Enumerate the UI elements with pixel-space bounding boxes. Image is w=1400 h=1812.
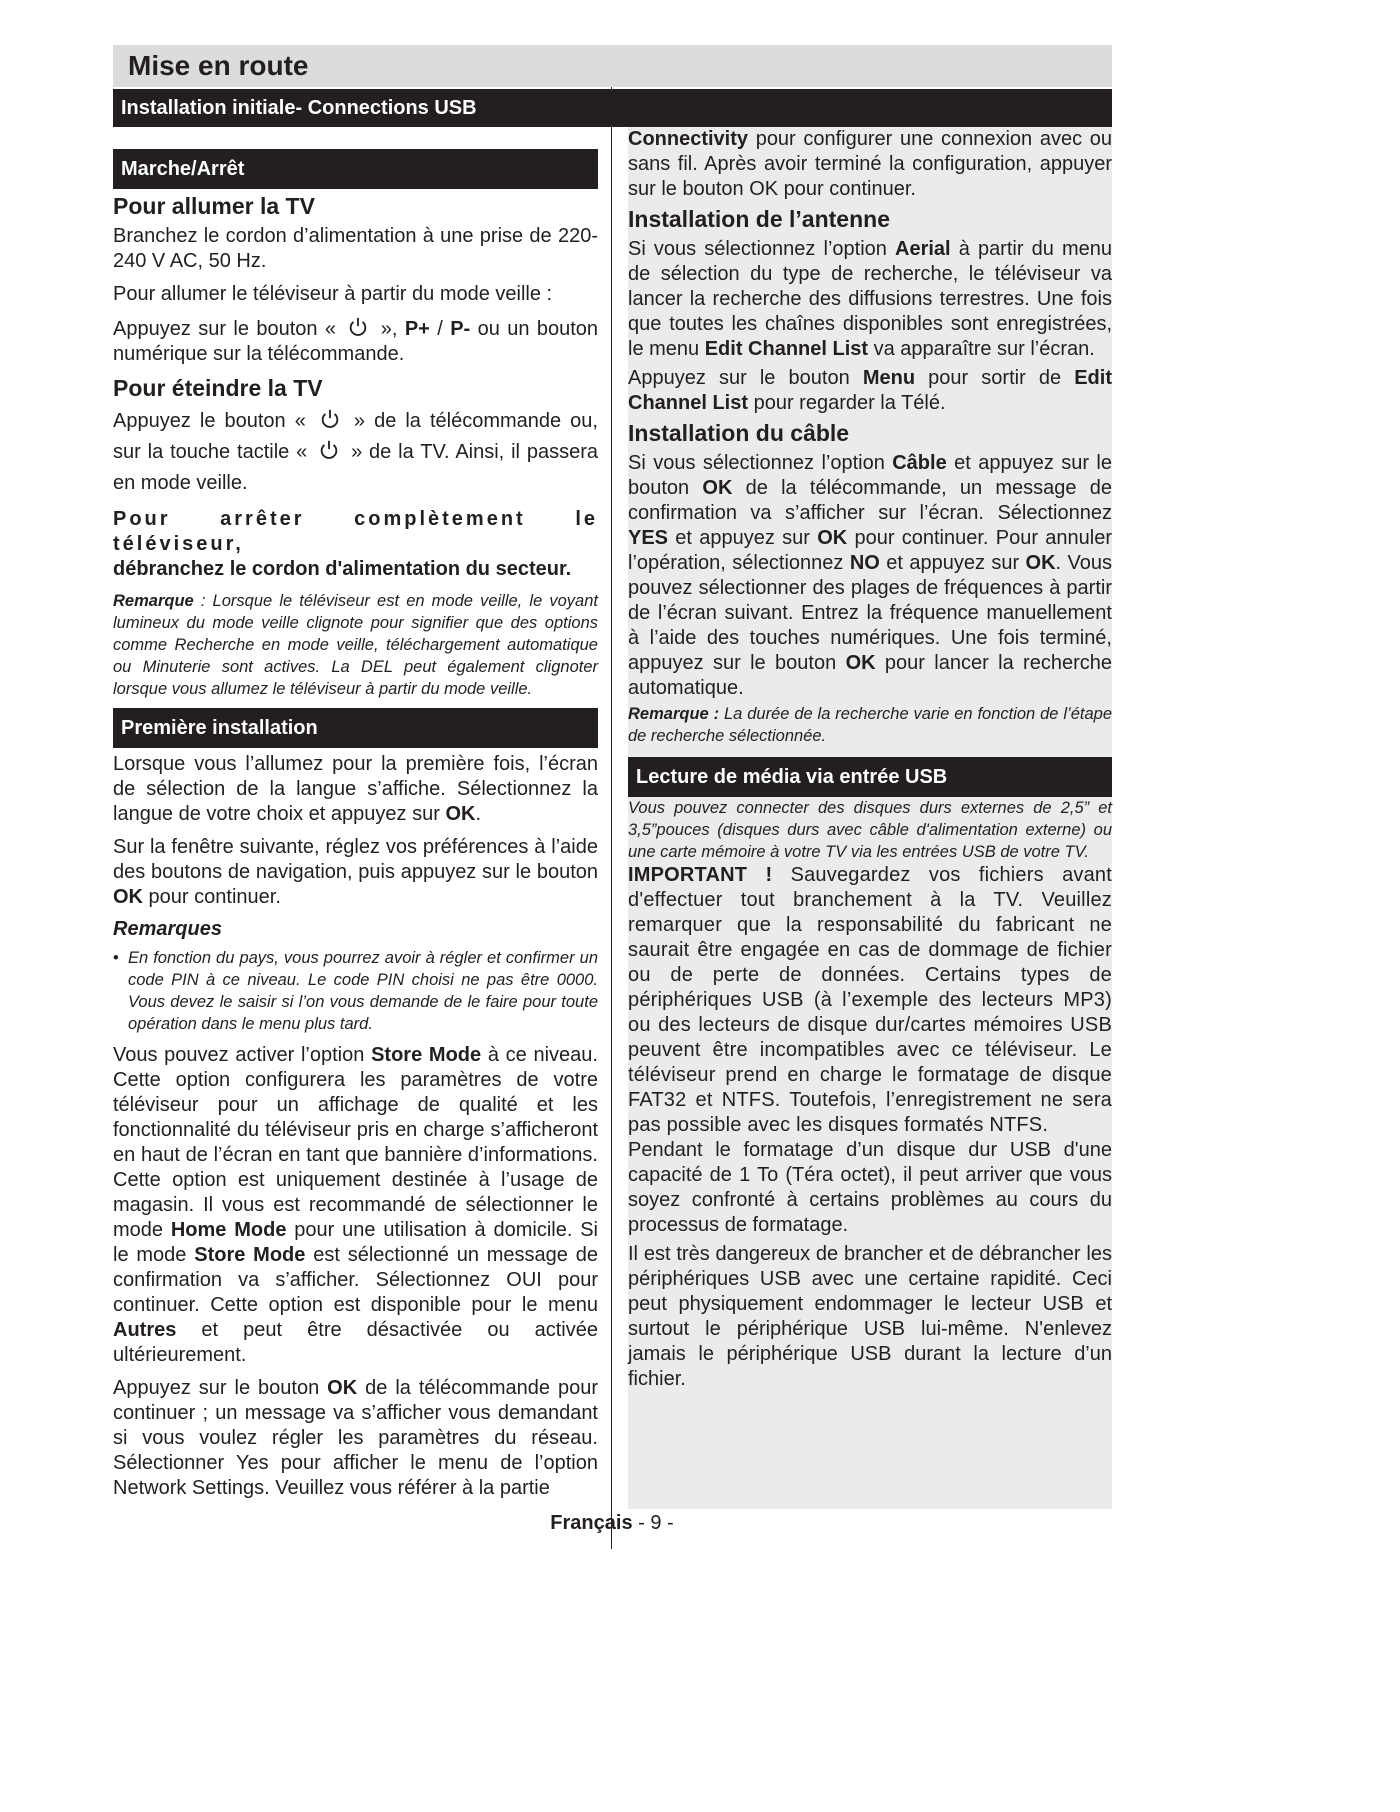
text: Si vous sélectionnez l’option <box>628 452 893 474</box>
store-mode-paragraph <box>113 1043 598 1368</box>
remarks-list <box>113 947 598 1035</box>
note-label: Remarque : <box>628 705 720 723</box>
usb-important <box>628 863 1112 1138</box>
text: pour regarder la Télé. <box>748 392 946 414</box>
edit-channel-list-label: Edit Channel List <box>704 338 869 360</box>
text: pour configurer une connexion avec ou sans fil. Après avoir terminé la configuration, appuyer sur le bouton OK pour continuer. <box>628 128 1112 200</box>
menu-label: Menu <box>862 367 916 389</box>
list-item: • En fonction du pays, vous pourrez avoir à régler et confirmer un code PIN à ce niveau. Le code PIN choisi ne pas être 0000. Vous devez le saisir si l’on vous demande de le faire pour toute opération dans le menu plus tard. <box>113 947 598 1035</box>
store-mode-label: Store Mode <box>194 1244 306 1266</box>
text: / <box>429 318 451 340</box>
turn-on-p2: Pour allumer le téléviseur à partir du mode veille : <box>113 283 553 305</box>
unplug-warning <box>113 507 598 582</box>
page-footer <box>0 1512 1224 1535</box>
text: et appuyez sur le bouton <box>628 452 1112 499</box>
connectivity-paragraph <box>628 127 1112 202</box>
important-label: IMPORTANT ! <box>628 864 773 886</box>
aerial-label: Aerial <box>895 238 951 260</box>
turn-on-p1: Branchez le cordon d’alimentation à une prise de 220-240 V AC, 50 Hz. <box>113 225 598 272</box>
text: de la télécommande pour continuer ; un message va s’afficher vous demandant si vous voulez régler les paramètres du réseau. Sélectionner Yes pour afficher le menu de l’option Network Settings. Veuillez vous référer à la partie <box>113 1377 598 1499</box>
first-install-p1 <box>113 752 598 827</box>
text: ou un bouton numérique sur la télécommande. <box>113 318 599 365</box>
right-column <box>628 127 1112 1509</box>
warning-line-1: Pour arrêter complètement le téléviseur, <box>113 508 598 555</box>
turn-on-p3 <box>113 315 598 367</box>
ok-label: OK <box>327 1377 358 1399</box>
first-install-title: Première installation <box>121 716 318 739</box>
text: . Vous pouvez sélectionner des plages de fréquences à partir de l’écran suivant. Entrez la fréquence manuellement à l’aide des touches numériques. Une fois terminé, appuyez sur le bouton <box>628 552 1112 674</box>
text: Vous pouvez activer l’option <box>113 1044 372 1066</box>
text: pour continuer. <box>143 886 281 908</box>
text: Si vous sélectionnez l’option <box>628 238 896 260</box>
text: à partir du menu de sélection du type de recherche, le téléviseur va lancer la recherche des diffusions terrestres. Une fois que toutes les chaînes disponibles sont enregistrées, le menu <box>628 238 1112 360</box>
note-text: La durée de la recherche varie en fonction de l’étape de recherche sélectionnée. <box>628 705 1112 745</box>
first-install-p2 <box>113 835 598 910</box>
manual-page <box>113 45 1112 1509</box>
home-mode-label: Home Mode <box>170 1219 287 1241</box>
text: pour sortir de <box>915 367 1075 389</box>
text: va apparaître sur l’écran. <box>868 338 1095 360</box>
text: » de la télécommande ou, sur la touche tactile « <box>113 410 598 463</box>
column-divider <box>611 87 612 1549</box>
two-column-body <box>113 127 1112 1509</box>
power-section-title: Marche/Arrêt <box>121 157 245 180</box>
remarks-heading: Remarques <box>113 918 222 940</box>
ok-label: OK <box>702 477 733 499</box>
text: Appuyez sur le bouton <box>113 1377 328 1399</box>
power-icon <box>318 438 340 462</box>
turn-off-heading: Pour éteindre la TV <box>113 375 323 401</box>
usb-p2: Pendant le formatage d’un disque dur USB d'une capacité de 1 To (Téra octet), il peut arriver que vous soyez confronté à certains problèmes au cours du processus de formatage. <box>628 1139 1112 1236</box>
power-icon <box>347 315 369 339</box>
text: » de la TV. Ainsi, il passera en mode veille. <box>113 441 599 494</box>
section-title-bar <box>113 89 1112 127</box>
ok-label: OK <box>845 652 876 674</box>
usb-p3: Il est très dangereux de brancher et de débrancher les périphériques USB avec une certaine rapidité. Ceci peut physiquement endommager le lecteur USB et surtout le périphérique USB lui-même. N'enlevez jamais le périphérique USB durant la lecture d’un fichier. <box>628 1243 1112 1390</box>
network-paragraph <box>113 1376 598 1501</box>
first-install-section-bar <box>113 708 598 748</box>
aerial-p1 <box>628 237 1112 362</box>
text: pour lancer la recherche automatique. <box>628 652 1112 699</box>
aerial-heading: Installation de l’antenne <box>628 206 890 232</box>
text: à ce niveau. Cette option configurera les paramètres de votre téléviseur pour un affichage de qualité et les fonctionnalité du téléviseur pris en charge s’afficheront en haut de l’écran en tant que bannière d’informations. Cette option est uniquement destinée à l’usage de magasin. Il vous est recommandé de sélectionner le mode <box>113 1044 598 1241</box>
yes-label: YES <box>628 527 669 549</box>
ok-label: OK <box>1025 552 1056 574</box>
standby-note <box>113 590 598 700</box>
cable-label: Câble <box>892 452 947 474</box>
section-title: Installation initiale- Connections USB <box>121 96 477 119</box>
text: pour continuer. Pour annuler l’opération, sélectionnez <box>628 527 1112 574</box>
ok-label: OK <box>817 527 848 549</box>
edit-channel-list-label: Edit Channel List <box>628 367 1112 414</box>
power-icon <box>319 407 341 431</box>
text: et appuyez sur <box>668 527 818 549</box>
text: est sélectionné un message de confirmation va s’afficher. Sélectionnez OUI pour continuer. Cette option est disponible pour le menu <box>113 1244 598 1316</box>
turn-off-p1 <box>113 406 598 499</box>
no-label: NO <box>849 552 880 574</box>
text: Sauvegardez vos fichiers avant d'effectuer tout branchement à la TV. Veuillez remarquer que la responsabilité du fabricant ne saurait être engagée en cas de dommage de fichier ou de perte de données. Certains types de périphériques USB (à l’exemple des lecteurs MP3) ou des lecteurs de disque dur/cartes mémoires USB peuvent être incompatibles avec ce téléviseur. Le téléviseur prend en charge le formatage de disque FAT32 et NTFS. Toutefois, l’enregistrement ne sera pas possible avec les disques formatés NTFS. <box>628 864 1112 1136</box>
ok-label: OK <box>113 886 143 908</box>
store-mode-label: Store Mode <box>371 1044 482 1066</box>
text: et appuyez sur <box>879 552 1026 574</box>
page-number: - 9 - <box>632 1512 674 1534</box>
text: Appuyez sur le bouton <box>628 367 863 389</box>
text: Appuyez sur le bouton « <box>113 318 336 340</box>
connectivity-label: Connectivity <box>628 128 749 150</box>
p-plus-label: P+ <box>404 318 430 340</box>
text: Lorsque vous l’allumez pour la première fois, l’écran de sélection de la langue s’affiche. Sélectionnez la langue de votre choix et appuyez sur <box>113 753 598 825</box>
text: Appuyez le bouton « <box>113 410 306 432</box>
p-minus-label: P- <box>450 318 471 340</box>
text: Sur la fenêtre suivante, réglez vos préférences à l’aide des boutons de navigation, puis appuyez sur le bouton <box>113 836 598 883</box>
warning-line-2: débranchez le cordon d'alimentation du secteur. <box>113 558 572 580</box>
cable-heading: Installation du câble <box>628 420 850 446</box>
cable-paragraph <box>628 451 1112 701</box>
turn-on-heading: Pour allumer la TV <box>113 193 315 219</box>
note-label: Remarque <box>113 592 194 610</box>
text: de la télécommande, un message de confirmation va s’afficher sur l’écran. Sélectionnez <box>628 477 1112 524</box>
usb-section-bar <box>628 757 1112 797</box>
page-title-bar <box>113 45 1112 87</box>
usb-section-title: Lecture de média via entrée USB <box>636 765 948 788</box>
text: . <box>475 803 481 825</box>
aerial-p2 <box>628 366 1112 416</box>
text: et peut être désactivée ou activée ultérieurement. <box>113 1319 598 1366</box>
footer-language: Français <box>550 1512 633 1534</box>
ok-label: OK <box>445 803 476 825</box>
autres-label: Autres <box>113 1319 177 1341</box>
cable-note <box>628 703 1112 747</box>
page-title: Mise en route <box>128 50 309 81</box>
power-section-bar <box>113 149 598 189</box>
usb-intro: Vous pouvez connecter des disques durs externes de 2,5” et 3,5”pouces (disques durs avec câble d'alimentation externe) ou une carte mémoire à votre TV via les entrées USB de votre TV. <box>628 799 1112 861</box>
text: », <box>380 318 405 340</box>
left-column <box>113 127 598 1509</box>
text: pour une utilisation à domicile. Si le mode <box>113 1219 598 1266</box>
note-text: : Lorsque le téléviseur est en mode veille, le voyant lumineux du mode veille clignote pour signifier que des options comme Recherche en mode veille, téléchargement automatique ou Minuterie sont actives. La DEL peut également clignoter lorsque vous allumez le téléviseur à partir du mode veille. <box>113 592 598 698</box>
